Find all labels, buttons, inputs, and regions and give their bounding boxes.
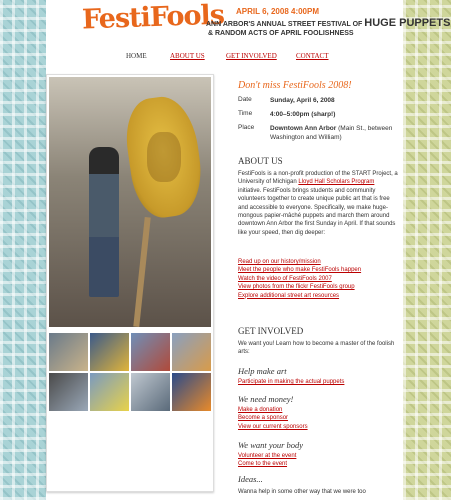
tagline-pre: ANN ARBOR'S ANNUAL STREET FESTIVAL OF [206, 21, 365, 28]
artist-figure [89, 147, 119, 297]
photo-frame-bottom [49, 419, 211, 489]
festifools-logo[interactable]: FestiFools [81, 0, 225, 36]
nav-about-us[interactable]: ABOUT US [170, 52, 205, 60]
flickr-photos-link[interactable]: View photos from the flickr FestiFools group [238, 284, 355, 291]
tagline-line-1 [206, 17, 450, 29]
body-heading: We want your body [238, 440, 304, 450]
nav-contact[interactable]: CONTACT [296, 52, 329, 60]
event-value-date: Sunday, April 6, 2008 [270, 97, 335, 104]
thumbnail-photo[interactable] [172, 333, 211, 371]
nav-get-involved[interactable]: GET INVOLVED [226, 52, 277, 60]
current-sponsors-link[interactable]: View our current sponsors [238, 423, 308, 430]
puppet-workshop-photo [49, 77, 211, 327]
thumbnail-grid [49, 333, 211, 413]
tagline-line-2: & RANDOM ACTS OF APRIL FOOLISHNESS [208, 30, 354, 37]
plaid-border-left [0, 0, 46, 500]
ideas-text: Wanna help in some other way that we were too [238, 489, 366, 495]
site-header [46, 0, 451, 46]
ideas-heading: Ideas... [238, 474, 263, 484]
participate-puppets-link[interactable]: Participate in making the actual puppets [238, 379, 345, 385]
easel-image [133, 217, 150, 327]
event-label: Time [238, 110, 253, 117]
thumbnail-photo[interactable] [131, 333, 170, 371]
help-make-art-heading: Help make art [238, 366, 287, 376]
photo-collage [46, 74, 214, 492]
get-involved-heading: GET INVOLVED [238, 326, 304, 336]
volunteer-link[interactable]: Volunteer at the event [238, 453, 297, 459]
body-links [238, 452, 398, 469]
event-date-line: APRIL 6, 2008 4:00PM [236, 7, 320, 16]
event-value-place: Downtown Ann Arbor [270, 125, 337, 132]
event-value [270, 110, 398, 119]
watch-video-link[interactable]: Watch the video of FestiFools 2007 [238, 275, 332, 282]
main-content [46, 64, 403, 500]
get-involved-intro: We want you! Learn how to become a master of the foolish arts: [238, 341, 395, 356]
main-nav [46, 52, 403, 64]
money-links [238, 406, 398, 431]
event-value [270, 124, 398, 142]
thumbnail-photo[interactable] [49, 373, 88, 411]
event-value-time: 4:00–5:00pm (sharp!) [270, 111, 336, 118]
tagline-big: HUGE PUPPETS [364, 17, 451, 29]
about-paragraph [238, 170, 398, 237]
thumbnail-photo[interactable] [90, 373, 129, 411]
sponsor-link[interactable]: Become a sponsor [238, 415, 289, 422]
history-mission-link[interactable]: Read up on our history/mission [238, 259, 321, 265]
come-to-event-link[interactable]: Come to the event [238, 461, 288, 468]
event-heading: Don't miss FestiFools 2008! [238, 80, 352, 91]
about-text-1: FestiFools is a non-profit production of the START Project, a University of Michigan [238, 171, 398, 186]
nav-home[interactable]: HOME [126, 52, 147, 60]
puppet-face-shade [147, 132, 181, 182]
thumbnail-photo[interactable] [131, 373, 170, 411]
money-heading: We need money! [238, 394, 294, 404]
lloyd-hall-link[interactable]: Lloyd Hall Scholars Program [298, 179, 375, 186]
help-make-art-links [238, 378, 398, 386]
about-links [238, 258, 398, 300]
event-value-place-detail: (Main St., between Washington and William) [270, 125, 393, 141]
donation-link[interactable]: Make a donation [238, 407, 283, 413]
event-value [270, 96, 398, 105]
about-heading: ABOUT US [238, 156, 283, 166]
street-art-resources-link[interactable]: Explore additional street art resources [238, 292, 340, 299]
thumbnail-photo[interactable] [49, 333, 88, 371]
event-label: Place [238, 124, 255, 131]
event-label: Date [238, 96, 252, 103]
thumbnail-photo[interactable] [90, 333, 129, 371]
thumbnail-photo[interactable] [172, 373, 211, 411]
about-text-2: initiative. FestiFools brings students and community volunteers together to create unique public art that is free and accessible to everyone. Specifically, we make huge-mongous papier-mâché puppets and march them around downtown Ann Arbor the first Sunday in April. If that sounds like your speed, then dig deeper: [238, 187, 396, 236]
meet-people-link[interactable]: Meet the people who make FestiFools happen [238, 267, 362, 274]
plaid-border-right [403, 0, 451, 500]
